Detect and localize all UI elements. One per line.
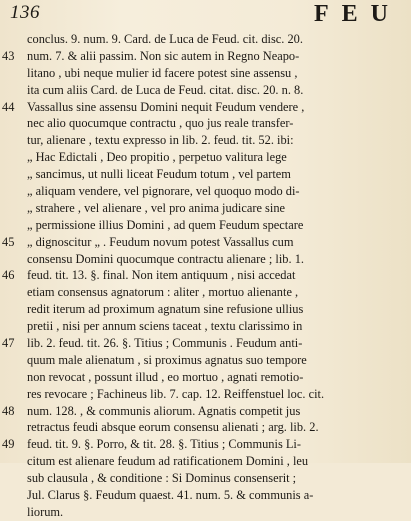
line-text: Vassallus sine assensu Domini nequit Feudum vendere , [27, 99, 305, 114]
line-text: „ sancimus, ut nulli liceat Feudum totum , vel partem [27, 167, 291, 182]
margin-note-number: 43 [2, 48, 15, 63]
line-text: non revocat , possunt illud , eo mortuo , agnati remotio- [27, 369, 304, 384]
line-text: „ dignoscitur „ . Feudum novum potest Vassallus cum [27, 234, 294, 249]
text-line [0, 386, 411, 403]
line-text: sub clausula , & conditione : Si Dominus consenserit ; [27, 471, 297, 486]
text-line [0, 132, 411, 149]
line-text: „ permissione illius Domini , ad quem Feudum spectare [27, 217, 304, 232]
text-line [0, 251, 411, 268]
line-text: Jul. Clarus §. Feudum quaest. 41. num. 5. & communis a- [27, 488, 314, 503]
line-text: „ aliquam vendere, vel pignorare, vel quoquo modo di- [27, 184, 300, 199]
text-line [0, 335, 411, 352]
text-line [0, 48, 411, 65]
line-text: res revocare ; Fachineus lib. 7. cap. 12. Reiffenstuel loc. cit. [27, 386, 325, 401]
line-text: liorum. [27, 504, 64, 519]
page-header [8, 2, 401, 28]
text-line [0, 166, 411, 183]
text-line [0, 301, 411, 318]
text-line [0, 403, 411, 420]
text-line [0, 99, 411, 116]
text-line [0, 267, 411, 284]
text-line [0, 200, 411, 217]
text-line [0, 149, 411, 166]
line-text: retractus feudi absque eorum consensu alienati ; arg. lib. 2. [27, 420, 319, 435]
text-line [0, 369, 411, 386]
line-text: ita cum aliis Card. de Luca de Feud. citat. disc. 20. n. 8. [27, 82, 304, 97]
margin-note-number: 47 [2, 336, 15, 351]
line-text: feud. tit. 13. §. final. Non item antiquum , nisi accedat [27, 268, 296, 283]
line-text: quum male alienatum , si proximus agnatus suo tempore [27, 352, 307, 367]
line-text: citum est alienare feudum ad ratificationem Domini , leu [27, 454, 309, 469]
line-text: „ strahere , vel alienare , vel pro anima judicare sine [27, 200, 286, 215]
line-text: pretii , nisi per annum sciens taceat , textu clarissimo in [27, 319, 303, 334]
text-line [0, 82, 411, 99]
margin-note-number: 48 [2, 403, 15, 418]
text-line [0, 31, 411, 48]
text-line [0, 487, 411, 504]
page-number: 136 [10, 2, 40, 23]
line-text: num. 7. & alii passim. Non sic autem in Regno Neapo- [27, 48, 300, 63]
line-text: „ Hac Edictali , Deo propitio , perpetuo valitura lege [27, 150, 287, 165]
line-text: feud. tit. 9. §. Porro, & tit. 28. §. Titius ; Communis Li- [27, 437, 301, 452]
running-head: FEU [314, 1, 401, 27]
text-line [0, 284, 411, 301]
margin-note-number: 46 [2, 268, 15, 283]
text-line [0, 436, 411, 453]
line-text: redit iterum ad proximum agnatum sine refusione ullius [27, 302, 304, 317]
line-text: num. 128. , & communis aliorum. Agnatis competit jus [27, 403, 301, 418]
margin-note-number: 45 [2, 234, 15, 249]
body-text [0, 31, 411, 521]
line-text: conclus. 9. num. 9. Card. de Luca de Feud. cit. disc. 20. [27, 32, 303, 46]
line-text: consensu Domini quocumque contractu alienare ; lib. 1. [27, 251, 304, 266]
text-line [0, 419, 411, 436]
margin-note-number: 49 [2, 437, 15, 452]
line-text: tur, alienare , textu expresso in lib. 2. feud. tit. 52. ibi: [27, 133, 294, 148]
text-line [0, 318, 411, 335]
line-text: litano , ubi neque mulier id facere potest sine assensu , [27, 65, 298, 80]
text-line [0, 504, 411, 521]
text-line [0, 115, 411, 132]
text-line [0, 234, 411, 251]
text-line [0, 470, 411, 487]
line-text: nec alio quocumque contractu , quo jus reale transfer- [27, 116, 294, 131]
text-line [0, 183, 411, 200]
text-line [0, 352, 411, 369]
text-line [0, 453, 411, 470]
margin-note-number: 44 [2, 99, 15, 114]
line-text: etiam consensus agnatorum : aliter , mortuo alienante , [27, 285, 299, 300]
text-line [0, 217, 411, 234]
text-line [0, 65, 411, 82]
line-text: lib. 2. feud. tit. 26. §. Titius ; Communis . Feudum anti- [27, 336, 303, 351]
